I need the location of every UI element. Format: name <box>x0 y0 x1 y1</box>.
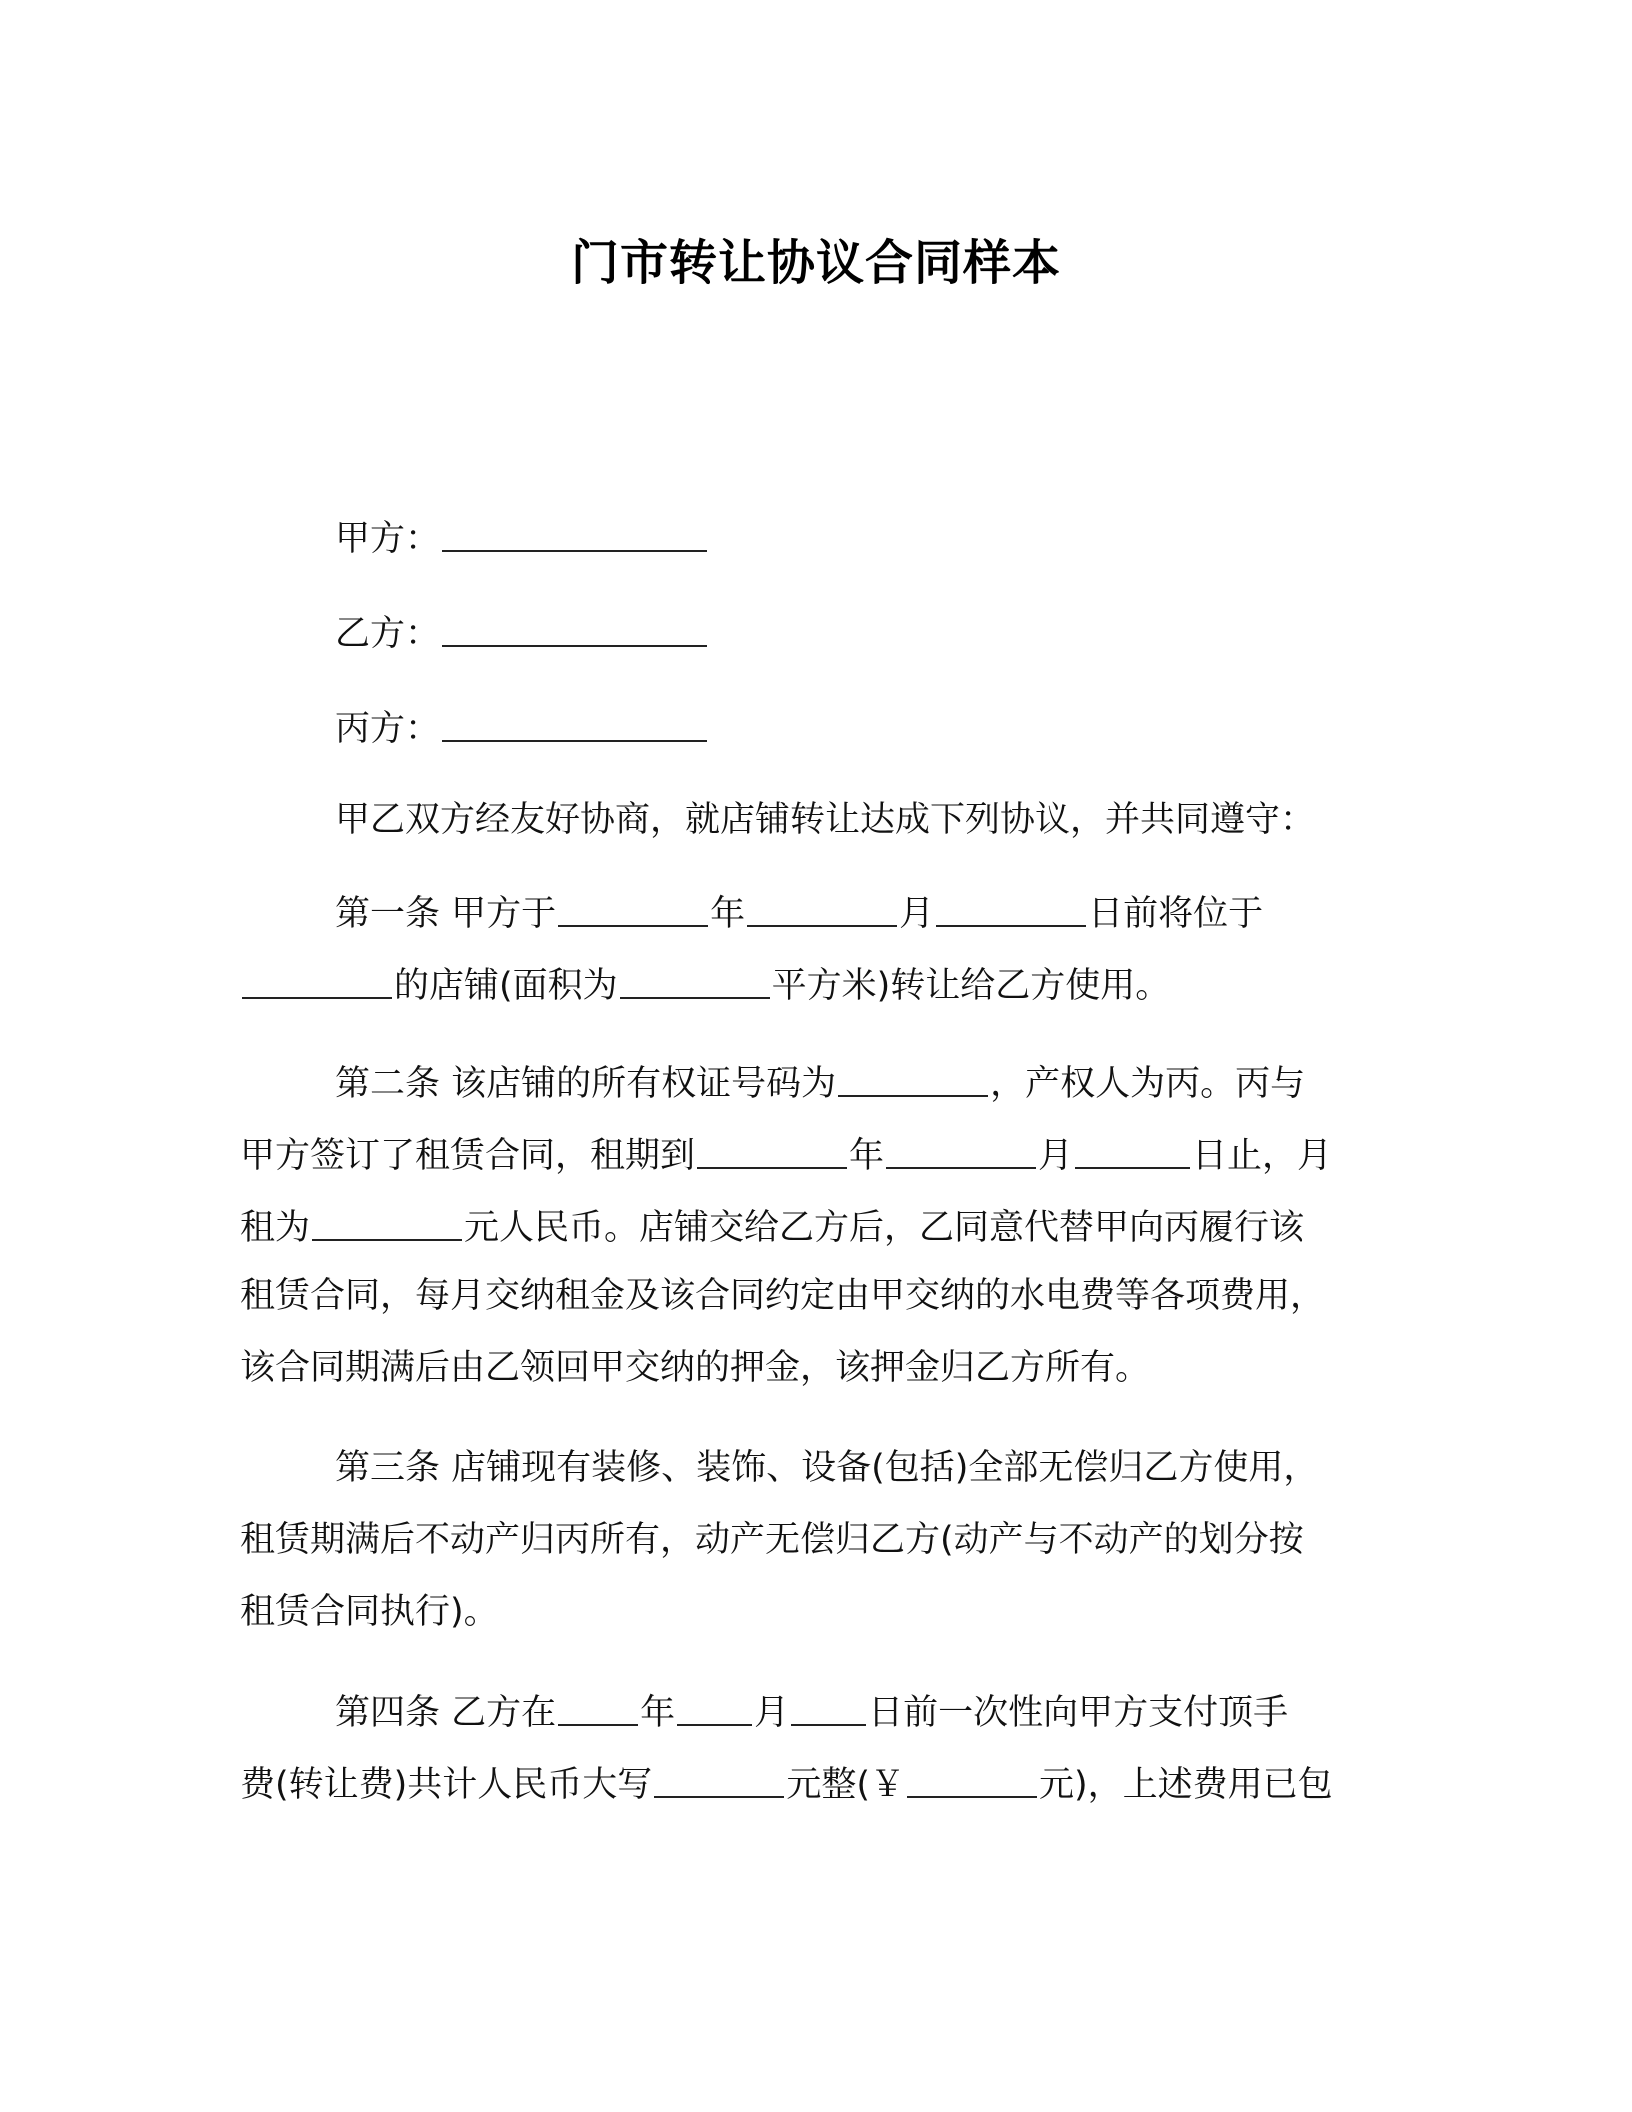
art1-text-5: 的店铺(面积为 <box>394 966 618 1006</box>
art1-text-4: 日前将位于 <box>1088 894 1264 934</box>
art2-text-5: 月 <box>1038 1136 1074 1176</box>
art1-location-blank <box>242 959 392 999</box>
art4-amount-words-blank <box>654 1758 784 1798</box>
art2-day-blank <box>1075 1129 1190 1169</box>
party-a-label: 甲方： <box>335 519 441 559</box>
art4-text-2: 年 <box>640 1693 676 1733</box>
art4-year-blank <box>558 1686 638 1726</box>
art2-cert-blank <box>838 1057 988 1097</box>
article-2-line-3 <box>240 1199 1304 1249</box>
article-3-line-1: 第三条 店铺现有装修、装饰、设备(包括)全部无偿归乙方使用， <box>335 1448 1319 1488</box>
intro-paragraph: 甲乙双方经友好协商，就店铺转让达成下列协议，并共同遵守： <box>335 800 1316 840</box>
article-2-line-1 <box>335 1055 1305 1105</box>
art1-year-blank <box>558 887 708 927</box>
art1-area-blank <box>620 959 770 999</box>
art4-text-7: 元)，上述费用已包 <box>1038 1765 1333 1805</box>
article-2-line-5: 该合同期满后由乙领回甲交纳的押金，该押金归乙方所有。 <box>240 1348 1151 1388</box>
art4-month-blank <box>677 1686 752 1726</box>
art2-text-4: 年 <box>849 1136 885 1176</box>
art4-text-5: 费(转让费)共计人民币大写 <box>240 1765 653 1805</box>
article-1-line-1 <box>335 885 1263 935</box>
article-3-line-2: 租赁期满后不动产归丙所有，动产无偿归乙方(动产与不动产的划分按 <box>240 1520 1304 1560</box>
party-c-line <box>335 700 709 750</box>
article-4-line-1 <box>335 1684 1288 1734</box>
art4-text-1: 第四条 乙方在 <box>335 1693 557 1733</box>
party-c-blank <box>442 702 707 742</box>
art2-text-2: ，产权人为丙。丙与 <box>990 1064 1306 1104</box>
party-b-blank <box>442 607 707 647</box>
art4-text-6: 元整(￥ <box>786 1765 905 1805</box>
article-3-line-3: 租赁合同执行)。 <box>240 1592 499 1632</box>
art1-text-3: 月 <box>899 894 935 934</box>
article-2-line-2 <box>240 1127 1332 1177</box>
art4-amount-number-blank <box>907 1758 1037 1798</box>
art2-text-1: 第二条 该店铺的所有权证号码为 <box>335 1064 837 1104</box>
art2-year-blank <box>697 1129 847 1169</box>
art1-month-blank <box>747 887 897 927</box>
party-a-blank <box>442 512 707 552</box>
art1-text-2: 年 <box>710 894 746 934</box>
art4-day-blank <box>791 1686 866 1726</box>
document-title: 门市转让协议合同样本 <box>570 235 1061 291</box>
art1-text-6: 平方米)转让给乙方使用。 <box>771 966 1171 1006</box>
art2-text-6: 日止，月 <box>1192 1136 1333 1176</box>
article-1-line-2 <box>240 957 1170 1007</box>
art2-text-7: 租为 <box>240 1208 311 1248</box>
party-b-line <box>335 605 709 655</box>
art2-text-3: 甲方签订了租赁合同，租期到 <box>240 1136 696 1176</box>
article-2-line-4: 租赁合同，每月交纳租金及该合同约定由甲交纳的水电费等各项费用， <box>240 1276 1326 1316</box>
art4-text-3: 月 <box>754 1693 790 1733</box>
art1-day-blank <box>936 887 1086 927</box>
art2-text-8: 元人民币。店铺交给乙方后，乙同意代替甲向丙履行该 <box>464 1208 1305 1248</box>
art2-rent-blank <box>312 1201 462 1241</box>
party-a-line <box>335 510 709 560</box>
article-4-line-2 <box>240 1756 1333 1806</box>
art4-text-4: 日前一次性向甲方支付顶手 <box>868 1693 1289 1733</box>
party-b-label: 乙方： <box>335 614 441 654</box>
art1-text-1: 第一条 甲方于 <box>335 894 557 934</box>
party-c-label: 丙方： <box>335 709 441 749</box>
art2-month-blank <box>886 1129 1036 1169</box>
